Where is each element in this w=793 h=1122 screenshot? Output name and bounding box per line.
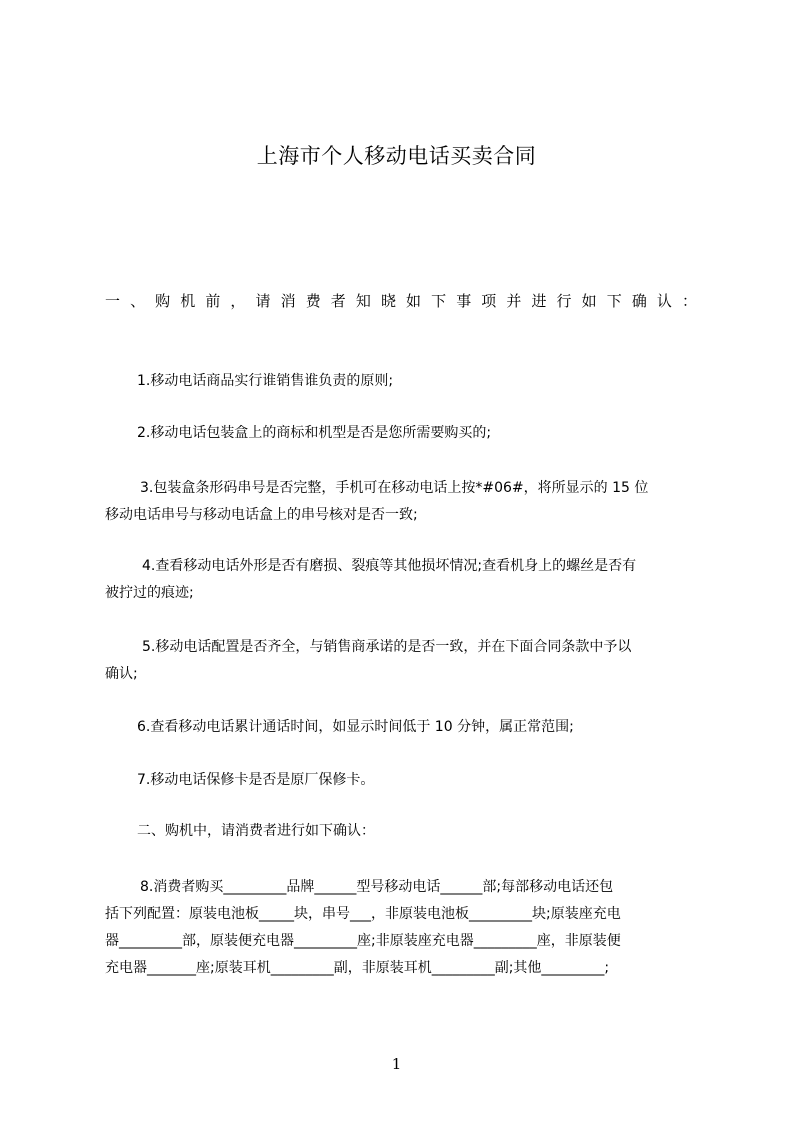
list-item (105, 767, 701, 794)
item-3-line-1: 3.包装盒条形码串号是否完整，手机可在移动电话上按*#06#，将所显示的 15 位 (140, 480, 649, 496)
item-5-line-2: 确认; (105, 666, 138, 682)
list-item (105, 420, 701, 447)
item-7-text: 7.移动电话保修卡是否是原厂保修卡。 (137, 772, 375, 788)
item-4-line-2: 被拧过的痕迹; (105, 585, 194, 601)
item-8-line-2: 括下列配置：原装电池板_____块，串号___，非原装电池板_________块;原装座充电 (105, 906, 621, 922)
section-1-heading: 一、购机前，请消费者知晓如下事项并进行如下确认： (105, 292, 697, 310)
item-8-line-4: 充电器_______座;原装耳机_________副，非原装耳机_________副;其他_________; (105, 960, 610, 976)
item-8-line-1: 8.消费者购买_________品牌______型号移动电话______部;每部移动电话还包 (140, 879, 614, 895)
item-2-text: 2.移动电话包装盒上的商标和机型是否是您所需要购买的; (137, 425, 492, 441)
section-2-heading-wrap (105, 818, 701, 845)
document-title: 上海市个人移动电话买卖合同 (256, 144, 537, 168)
list-item (105, 714, 701, 741)
section-2-heading: 二、购机中，请消费者进行如下确认： (137, 823, 375, 839)
item-4-line-1: 4.查看移动电话外形是否有磨损、裂痕等其他损坏情况;查看机身上的螺丝是否有 (142, 558, 637, 574)
list-item (105, 553, 701, 607)
item-1-text: 1.移动电话商品实行谁销售谁负责的原则; (137, 373, 394, 389)
item-8-line-3: 器_________部，原装便充电器_________座;非原装座充电器_________座，非原装便 (105, 933, 621, 949)
page-number: 1 (391, 1055, 402, 1073)
item-6-text: 6.查看移动电话累计通话时间，如显示时间低于 10 分钟，属正常范围; (137, 719, 574, 735)
list-item (105, 368, 701, 395)
list-item (105, 475, 701, 529)
list-item (105, 874, 701, 982)
list-item (105, 634, 701, 688)
item-3-line-2: 移动电话串号与移动电话盒上的串号核对是否一致; (105, 507, 418, 523)
item-5-line-1: 5.移动电话配置是否齐全，与销售商承诺的是否一致，并在下面合同条款中予以 (142, 639, 632, 655)
